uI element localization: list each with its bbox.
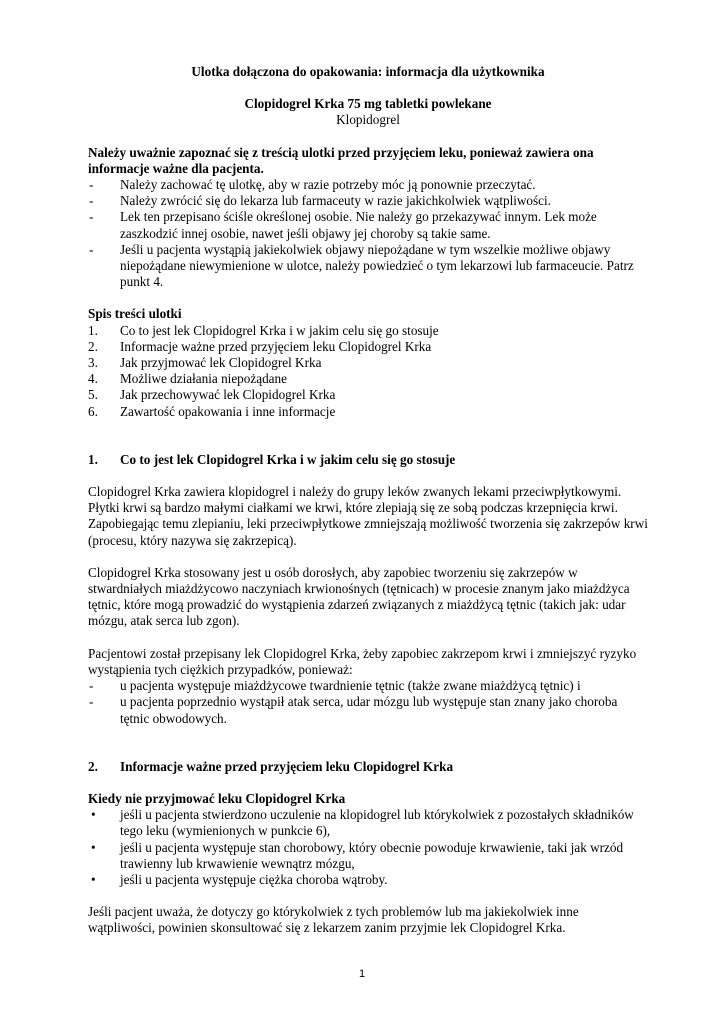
list-item-text: Jeśli u pacjenta wystąpią jakiekolwiek objawy niepożądane w tym wszelkie możliwe objawy niepożądane niewymienione w ulotce, należy powiedzieć o tym lekarzowi lub farmaceucie. Patrz punkt 4. xyxy=(120,241,634,290)
section-1-number: 1. xyxy=(88,451,98,467)
intro-list xyxy=(88,177,648,290)
leaflet-content xyxy=(88,64,648,937)
list-item-text: Należy zwrócić się do lekarza lub farmaceuty w razie jakichkolwiek wątpliwości. xyxy=(120,193,551,209)
list-item xyxy=(88,242,648,291)
page-number: 1 xyxy=(358,968,366,980)
list-item xyxy=(88,872,648,888)
toc-number: 1. xyxy=(88,322,98,338)
dash-marker: - xyxy=(89,193,94,209)
bullet-marker: • xyxy=(91,839,96,855)
toc-text: Co to jest lek Clopidogrel Krka i w jakim celu się go stosuje xyxy=(120,322,439,338)
toc-item xyxy=(88,323,648,339)
section-1-paragraph-1: Clopidogrel Krka zawiera klopidogrel i należy do grupy leków zwanych lekami przeciwpłytkowymi. Płytki krwi są bardzo małymi ciałkami we krwi, które zlepiają się ze sobą podczas krzepnięcia krwi. Zapobiegając temu zlepianiu, leki przeciwpłytkowe zmniejszają możliwość tworzenia się zakrzepów krwi (procesu, który nazywa się zakrzepicą). xyxy=(88,484,648,548)
dash-marker: - xyxy=(89,241,94,257)
list-item-text: u pacjenta poprzednio wystąpił atak serca, udar mózgu lub występuje stan znany jako choroba tętnic obwodowych. xyxy=(120,694,618,726)
dash-marker: - xyxy=(89,209,94,225)
section-2-list xyxy=(88,807,648,888)
section-1-paragraph-3: Pacjentowi został przepisany lek Clopidogrel Krka, żeby zapobiec zakrzepom krwi i zmniejszyć ryzyko wystąpienia tych ciężkich przypadków, ponieważ: xyxy=(88,645,637,677)
section-2-number: 2. xyxy=(88,758,98,774)
toc-number: 6. xyxy=(88,403,98,419)
list-item xyxy=(88,678,648,694)
section-2-title: Informacje ważne przed przyjęciem leku Clopidogrel Krka xyxy=(120,758,454,774)
toc-list xyxy=(88,323,648,420)
toc-number: 5. xyxy=(88,387,98,403)
list-item xyxy=(88,193,648,209)
toc-number: 3. xyxy=(88,355,98,371)
active-substance: Klopidogrel xyxy=(336,112,400,128)
section-2-paragraph-1: Jeśli pacjent uważa, że dotyczy go którykolwiek z tych problemów lub ma jakiekolwiek inne wątpliwości, powinien skonsultować się z lekarzem zanim przyjmie lek Clopidogrel Krka. xyxy=(88,904,579,936)
toc-item xyxy=(88,339,648,355)
list-item xyxy=(88,807,648,839)
dash-marker: - xyxy=(89,177,94,193)
list-item-text: u pacjenta występuje miażdżycowe twardnienie tętnic (także zwane miażdżycą tętnic) i xyxy=(120,678,581,694)
list-item xyxy=(88,840,648,872)
bullet-marker: • xyxy=(91,807,96,823)
list-item-text: jeśli u pacjenta stwierdzono uczulenie na klopidogrel lub którykolwiek z pozostałych składników tego leku (wymienionych w punkcie 6), xyxy=(120,807,634,839)
section-2-subtitle: Kiedy nie przyjmować leku Clopidogrel Krka xyxy=(88,790,346,806)
toc-item xyxy=(88,371,648,387)
bullet-marker: • xyxy=(91,871,96,887)
list-item xyxy=(88,177,648,193)
toc-number: 4. xyxy=(88,371,98,387)
section-1-list xyxy=(88,678,648,727)
dash-marker: - xyxy=(89,694,94,710)
toc-number: 2. xyxy=(88,338,98,354)
list-item-text: Należy zachować tę ulotkę, aby w razie potrzeby móc ją ponownie przeczytać. xyxy=(120,177,536,193)
toc-text: Zawartość opakowania i inne informacje xyxy=(120,403,336,419)
intro-warning: Należy uważnie zapoznać się z treścią ulotki przed przyjęciem leku, ponieważ zawiera ona informacje ważne dla pacjenta. xyxy=(88,144,594,176)
toc-text: Jak przyjmować lek Clopidogrel Krka xyxy=(120,355,322,371)
list-item-text: Lek ten przepisano ściśle określonej osobie. Nie należy go przekazywać innym. Lek może zaszkodzić innej osobie, nawet jeśli objawy jej choroby są takie same. xyxy=(120,209,597,241)
toc-item xyxy=(88,355,648,371)
product-name: Clopidogrel Krka 75 mg tabletki powlekane xyxy=(244,96,492,112)
toc-text: Możliwe działania niepożądane xyxy=(120,371,287,387)
section-2-heading xyxy=(88,759,648,775)
section-1-heading xyxy=(88,452,648,468)
toc-title: Spis treści ulotki xyxy=(88,306,182,322)
toc-item xyxy=(88,404,648,420)
list-item xyxy=(88,694,648,726)
toc-text: Jak przechowywać lek Clopidogrel Krka xyxy=(120,387,336,403)
toc-text: Informacje ważne przed przyjęciem leku Clopidogrel Krka xyxy=(120,338,432,354)
section-1-title: Co to jest lek Clopidogrel Krka i w jakim celu się go stosuje xyxy=(120,451,456,467)
toc-item xyxy=(88,387,648,403)
list-item xyxy=(88,209,648,241)
list-item-text: jeśli u pacjenta występuje ciężka choroba wątroby. xyxy=(120,871,388,887)
section-1-paragraph-2: Clopidogrel Krka stosowany jest u osób dorosłych, aby zapobiec tworzeniu się zakrzepów w stwardniałych miażdżycowo naczyniach krwionośnych (tętnicach) w procesie znanym jako miażdżyca tętnic, które mogą prowadzić do wystąpienia zdarzeń związanych z miażdżycą tętnic (takich jak: udar mózgu, atak serca lub zgon). xyxy=(88,564,630,629)
leaflet-title: Ulotka dołączona do opakowania: informacja dla użytkownika xyxy=(191,64,545,79)
dash-marker: - xyxy=(89,678,94,694)
list-item-text: jeśli u pacjenta występuje stan chorobowy, który obecnie powoduje krwawienie, taki jak wrzód trawienny lub krwawienie wewnątrz mózgu, xyxy=(120,839,624,871)
